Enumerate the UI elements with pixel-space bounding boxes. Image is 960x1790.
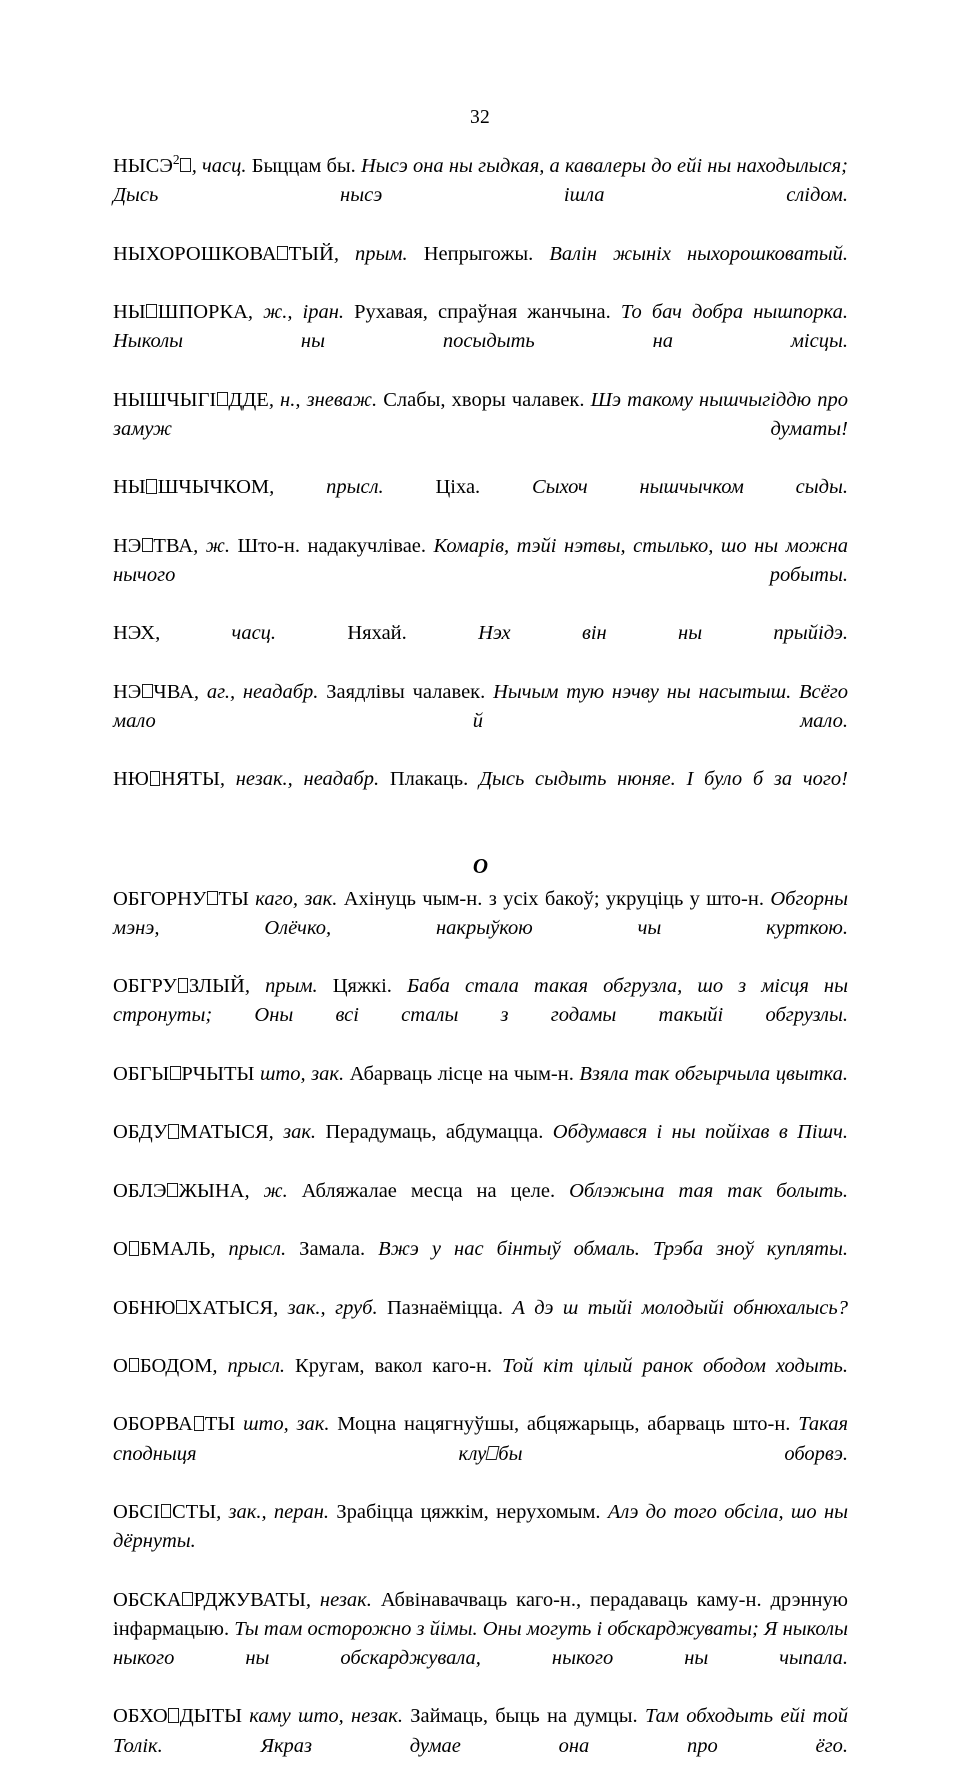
entry-definition: Рухавая, спраўная жанчына. [344, 301, 621, 324]
entry-example: Шэ такому нышчыгіддю про замуж думаты! [113, 388, 849, 440]
entry-grammar-label: , часц. [155, 622, 277, 645]
entry-definition: Пазнаёміцца. [377, 1296, 513, 1319]
entry-headword-tail: ТЫЙ [288, 242, 334, 265]
entry-example: Нысэ она ны гыдкая, а кавалеры до ейі ны находылыся; Дысь нысэ ішла слідом. [113, 155, 848, 207]
entry-headword-tail: ДЫТЫ [179, 1705, 242, 1728]
entry-headword: ОБГРУ [113, 975, 177, 998]
entry-grammar-label: , прысл. [210, 1238, 287, 1261]
entry-headword: ОБЛЭ [113, 1179, 167, 1202]
dictionary-entry [113, 298, 848, 386]
stress-placeholder-box [129, 1358, 140, 1372]
entry-definition: Кругам, вакол каго-н. [285, 1354, 503, 1377]
entry-headword: ОБДУ [113, 1121, 168, 1144]
entry-example: Валін жыніх ныхорошковатый. [549, 242, 849, 265]
entry-definition: Ахінуць чым-н. з усіх бакоў; укруціць у што-н. [337, 887, 771, 910]
entry-definition: Быццам бы. [246, 155, 361, 177]
dictionary-entry [113, 619, 848, 677]
entry-headword: ОБХО [113, 1705, 168, 1728]
entry-example: Нычым тую нэчву ны насытыш. Всёго мало й мало. [113, 680, 848, 732]
entry-headword: НЮ [113, 768, 149, 791]
entry-headword: НЫСЭ [113, 155, 173, 177]
dictionary-entry [113, 240, 848, 298]
entry-definition: Зрабіцца цяжкім, нерухомым. [329, 1500, 608, 1523]
stress-placeholder-box [178, 978, 189, 992]
entry-list-n [113, 152, 848, 824]
dictionary-entry [113, 152, 848, 240]
entry-definition: Абляжалае месца на целе. [287, 1179, 570, 1202]
stress-placeholder-box [168, 1124, 179, 1138]
entry-grammar-label: , зак. [268, 1121, 317, 1144]
stress-placeholder-box [142, 684, 153, 698]
dictionary-entry [113, 1177, 848, 1235]
entry-headword: ОБГЫ [113, 1062, 170, 1085]
dictionary-entry [113, 1702, 848, 1790]
stress-placeholder-box [207, 891, 218, 905]
entry-headword-tail: ХАТЫСЯ [187, 1296, 274, 1319]
entry-grammar-label: , ж. [244, 1179, 288, 1202]
entry-headword-tail: ТЫ [218, 887, 249, 910]
dictionary-entry [113, 1118, 848, 1176]
entry-headword: НЭ [113, 534, 142, 557]
entry-headword-tail: ЖЫНА [178, 1179, 245, 1202]
entry-grammar-label: , часц. [191, 155, 247, 177]
dictionary-entry [113, 1586, 848, 1703]
entry-example-post: бы оборвэ. [498, 1442, 848, 1465]
stress-placeholder-box [146, 479, 157, 493]
entry-example: Сыхоч нышчычком сыды. [532, 476, 848, 499]
entry-headword-tail: ТВА [153, 534, 194, 557]
entry-example: Ты там осторожно з йімы. Оны могуть і обскарджуваты; Я ныколы ныкого ны обскарджувала, ныкого ны чыпала. [113, 1617, 848, 1669]
entry-grammar-label: , н., зневаж. [268, 388, 378, 411]
entry-example: Той кіт цілый ранок ободом ходыть. [502, 1354, 849, 1377]
entry-example: Облэжына тая так болыть. [569, 1179, 848, 1202]
stress-placeholder-box [161, 1504, 172, 1518]
dictionary-entry [113, 678, 848, 766]
entry-example: А дэ ш тыйі молодыйі обнюхалысь? [512, 1296, 848, 1319]
entry-headword-tail: БМАЛЬ [139, 1238, 211, 1261]
entry-headword: НЫ [113, 476, 146, 499]
entry-example: Вжэ у нас бінтыў обмаль. Трэба зноў купляты. [378, 1238, 848, 1261]
entry-example: Алэ до того обсіла, шо ны дёрнуты. [113, 1500, 848, 1553]
entry-grammar-label: , прысл. [212, 1354, 286, 1377]
entry-grammar-label: , зак., перан. [216, 1500, 330, 1523]
dictionary-entry [113, 1235, 848, 1293]
entry-example: Взяла так обгырчыла цвытка. [579, 1062, 848, 1085]
entry-headword: О [113, 1354, 128, 1377]
entry-definition: Слабы, хворы чалавек. [377, 388, 591, 411]
stress-placeholder-box [167, 1183, 178, 1197]
entry-grammar-label: каго, зак. [248, 887, 338, 910]
entry-headword-tail: ЗЛЫЙ [188, 975, 245, 998]
dictionary-entry [113, 473, 848, 531]
stress-placeholder-box [180, 158, 191, 172]
dictionary-entry [113, 885, 848, 973]
entry-definition: Непрыгожы. [407, 242, 550, 265]
entry-example: Там обходыть ейі той Толік. Якраз думае она про ёго. [113, 1705, 848, 1757]
entry-grammar-label: , аг., неадабр. [193, 680, 319, 703]
entry-headword: О [113, 1238, 128, 1261]
stress-placeholder-box [176, 1300, 187, 1314]
entry-example: Обдумався і ны пойіхав в Пішч. [552, 1121, 848, 1144]
entry-definition: Абарваць лісце на чым-н. [344, 1062, 580, 1085]
dictionary-entry [113, 532, 848, 620]
dictionary-entry [113, 1498, 848, 1586]
entry-headword: НЫ [113, 301, 146, 324]
entry-headword-tail: ТЫ [204, 1413, 236, 1436]
stress-placeholder-box [168, 1708, 179, 1722]
entry-grammar-label: , ж., іран. [247, 301, 345, 324]
stress-placeholder-box [146, 304, 157, 318]
entry-definition: Займаць, быць на думцы. [402, 1705, 645, 1728]
stress-placeholder-box [217, 392, 228, 406]
entry-headword-tail: ЧВА [153, 680, 194, 703]
entry-grammar-label: , ж. [193, 534, 230, 557]
entry-grammar-label: , прым. [244, 975, 318, 998]
stress-placeholder-box [129, 1241, 140, 1255]
entry-grammar-label: што, зак. [235, 1413, 330, 1436]
entry-headword: ОБОРВА [113, 1413, 193, 1436]
entry-grammar-label: , незак. [305, 1588, 372, 1611]
entry-definition: Ціха. [383, 476, 533, 499]
entry-headword: ОБСІ [113, 1500, 160, 1523]
entry-definition: Абвінавачваць каго-н., перадаваць каму-н. дрэнную інфармацыю. [113, 1588, 848, 1640]
entry-example: То бач добра нышпорка. Ныколы ны посыдыть на місцы. [113, 301, 848, 353]
entry-headword: ОБНЮ [113, 1296, 176, 1319]
entry-example-pre: Такая сподныця клу [113, 1413, 848, 1465]
entry-definition: Моцна нацягнуўшы, абцяжарыць, абарваць што-н. [329, 1413, 799, 1436]
dictionary-entry [113, 765, 848, 823]
entry-headword: НЫШЧЫГІ [113, 388, 217, 411]
entry-grammar-label: каму што, незак. [241, 1705, 403, 1728]
entry-headword-tail: НЯТЫ [160, 768, 220, 791]
entry-headword-tail: РДЖУВАТЫ [193, 1588, 306, 1611]
entry-headword-tail: МАТЫСЯ [179, 1121, 269, 1144]
entry-example: Баба стала такая обгрузла, шо з місця ны стронуты; Оны всі сталы з годамы такыйі обгрузлы. [113, 975, 848, 1027]
entry-headword: НЫХОРОШКОВА [113, 242, 277, 265]
page-number: 32 [469, 107, 491, 128]
entry-example: Обгорны мэнэ, Олёчко, накрыўкою чы курткою. [113, 887, 848, 939]
stress-placeholder-box [150, 771, 161, 785]
entry-definition: Цяжкі. [317, 975, 407, 998]
dictionary-entry [113, 1294, 848, 1352]
entry-grammar-label: , прым. [333, 242, 408, 265]
entry-headword-tail: СТЫ [172, 1500, 217, 1523]
entry-headword: НЭХ [113, 622, 156, 645]
entry-headword-tail: ДДЕ [228, 388, 269, 411]
entry-definition: Што-н. надакучлівае. [229, 534, 434, 557]
stress-placeholder-box [170, 1066, 181, 1080]
entry-headword-tail: ШЧЫЧКОМ [157, 476, 270, 499]
entry-definition: Замала. [286, 1238, 379, 1261]
entry-headword: НЭ [113, 680, 142, 703]
entry-headword-tail: ШПОРКА [157, 301, 248, 324]
entry-grammar-label: , незак., неадабр. [219, 768, 380, 791]
entry-headword-tail: БОДОМ [139, 1354, 213, 1377]
stress-placeholder-box [142, 538, 153, 552]
dictionary-text-block [113, 152, 848, 1790]
entry-definition: Перадумаць, абдумацца. [316, 1121, 553, 1144]
entry-example: Дысь сыдыть нюняе. І було б за чого! [478, 768, 849, 791]
entry-definition: Заядлівы чалавек. [318, 680, 494, 703]
entry-grammar-label: , прысл. [269, 476, 384, 499]
stress-placeholder-box [182, 1592, 193, 1606]
dictionary-entry [113, 1410, 848, 1498]
section-spacer-top [113, 824, 848, 854]
entry-example: Нэх він ны прыйідэ. [478, 622, 848, 645]
stress-placeholder-box [277, 246, 288, 260]
dictionary-entry [113, 1352, 848, 1410]
dictionary-entry [113, 1060, 848, 1118]
entry-example: Комарів, тэйі нэтвы, стылько, шо ны можна нычого робыты. [113, 534, 849, 586]
dictionary-entry [113, 386, 848, 474]
entry-homonym-superscript: 2 [172, 152, 180, 168]
entry-definition: Плакаць. [379, 768, 479, 791]
dictionary-entry [113, 972, 848, 1060]
section-letter-heading: О [472, 853, 489, 878]
entry-headword: ОБСКА [113, 1588, 182, 1611]
entry-definition: Няхай. [276, 622, 479, 645]
entry-headword-tail: РЧЫТЫ [181, 1062, 255, 1085]
entry-grammar-label: , зак., груб. [273, 1296, 378, 1319]
entry-list-o [113, 885, 848, 1790]
stress-placeholder-box [194, 1416, 205, 1430]
entry-grammar-label: што, зак. [254, 1062, 345, 1085]
entry-headword: ОБГОРНУ [113, 887, 207, 910]
